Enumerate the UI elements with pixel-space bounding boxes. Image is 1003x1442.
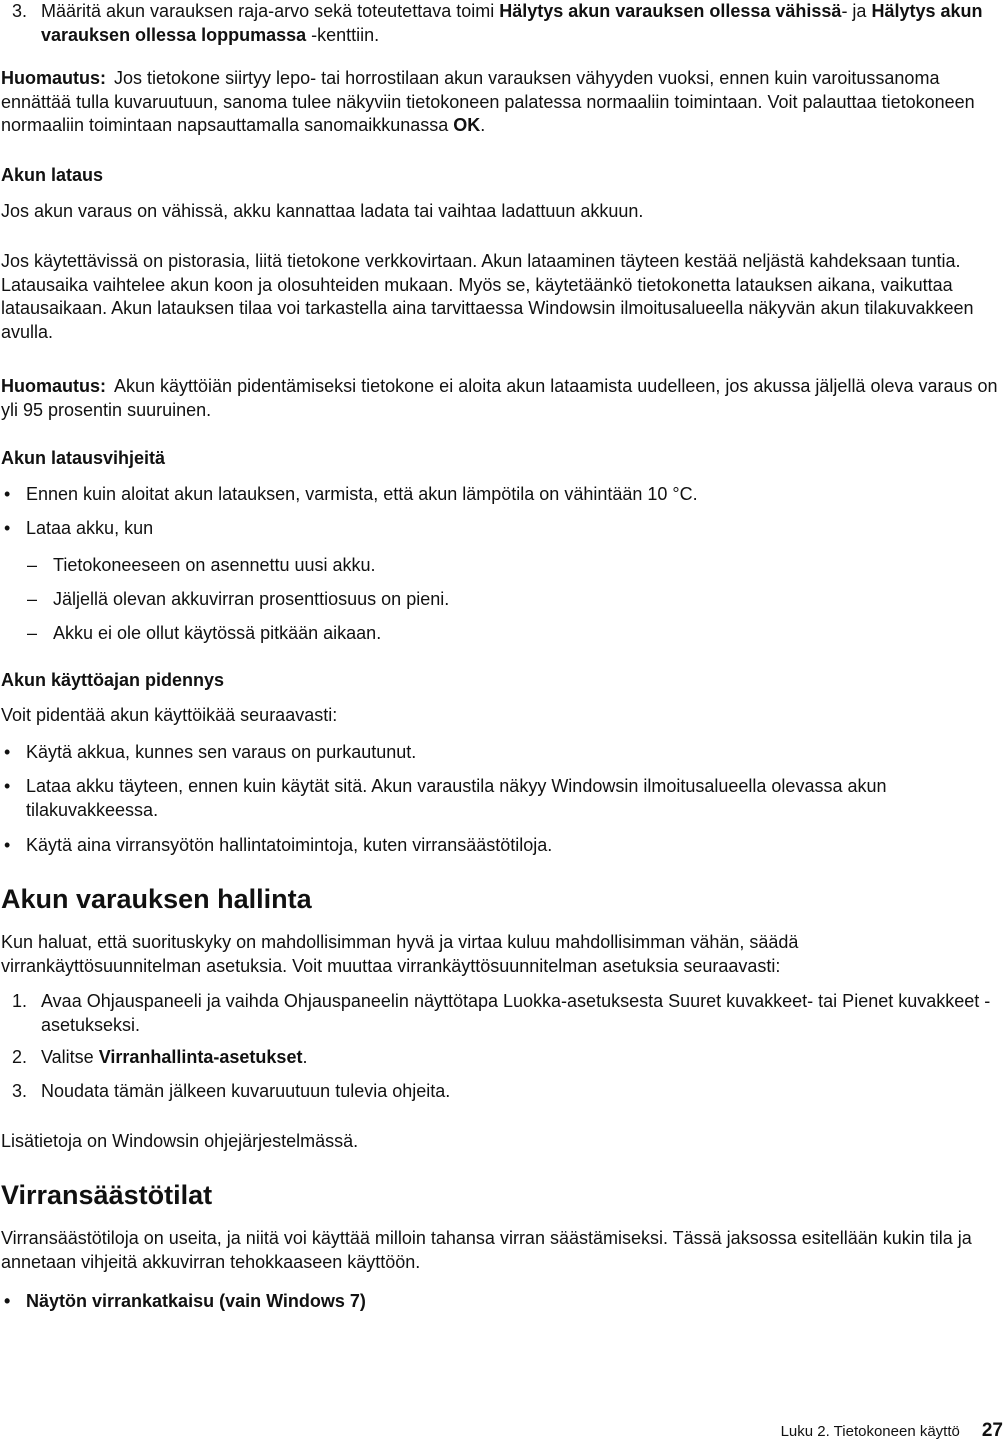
heading-power-saving: Virransäästötilat (1, 1180, 213, 1210)
chapter-label: Luku 2. Tietokoneen käyttö (780, 1423, 960, 1440)
charging-paragraph-1: Jos akun varaus on vähissä, akku kannattaa ladata tai vaihtaa ladattuun akkuun. (1, 201, 644, 221)
note-charge-threshold: Huomautus: Akun käyttöiän pidentämiseksi tietokone ei aloita akun lataamista uudelleen, jos akussa jäljellä oleva varaus on yli 95 prosentin suuruinen. (1, 376, 998, 420)
field-name-low: Hälytys akun varauksen ollessa vähissä (499, 1, 842, 21)
list-item: • Käytä aina virransyötön hallintatoimintoja, kuten virransäästötiloja. (0, 834, 1003, 858)
sub-list-item: – Akku ei ole ollut käytössä pitkään aikaan. (0, 622, 1003, 646)
bullet-icon: • (4, 742, 11, 762)
page-footer (781, 1421, 1003, 1442)
field-name-critical: Hälytys akun varauksen ollessa loppumassa (41, 1, 983, 45)
heading-battery-management: Akun varauksen hallinta (1, 884, 312, 914)
heading-extend-life: Akun käyttöajan pidennys (1, 670, 225, 690)
extend-intro: Voit pidentää akun käyttöikää seuraavasti: (1, 705, 338, 725)
step-text: Määritä akun varauksen raja-arvo sekä toteutettava toimi Hälytys akun varauksen ollessa vähissä- ja Hälytys akun varauksen ollessa loppumassa -kenttiin. (41, 1, 983, 45)
bullet-icon: • (4, 1291, 11, 1311)
step-3 (0, 0, 1003, 47)
dash-icon: – (27, 555, 38, 575)
step-3b: 3. Noudata tämän jälkeen kuvaruutuun tulevia ohjeita. (0, 1080, 1003, 1104)
step-number: 1. (12, 991, 28, 1011)
sub-list-item: – Tietokoneeseen on asennettu uusi akku. (0, 554, 1003, 578)
sub-list-item: – Jäljellä olevan akkuvirran prosenttiosuus on pieni. (0, 588, 1003, 612)
dash-icon: – (27, 623, 38, 643)
power-saving-intro: Virransäästötiloja on useita, ja niitä voi käyttää milloin tahansa virran säästämiseksi. Tässä jaksossa esitellään kukin tila ja annetaan vihjeitä akkuvirran tehokkaaseen käyttöön. (1, 1228, 972, 1272)
step-number: 2. (12, 1047, 28, 1067)
bullet-icon: • (4, 484, 11, 504)
step-2: 2. Valitse Virranhallinta-asetukset. (0, 1046, 1003, 1070)
page-number: 27 (981, 1420, 1003, 1441)
list-item: • Näytön virrankatkaisu (vain Windows 7) (0, 1290, 1003, 1314)
list-item: • Ennen kuin aloitat akun latauksen, varmista, että akun lämpötila on vähintään 10 °C. (0, 483, 1003, 507)
more-info: Lisätietoja on Windowsin ohjejärjestelmässä. (1, 1131, 359, 1151)
list-item: • Lataa akku, kun (0, 517, 1003, 541)
dash-icon: – (27, 589, 38, 609)
list-item: • Lataa akku täyteen, ennen kuin käytät sitä. Akun varaustila näkyy Windowsin ilmoitusalueella olevassa akun tilakuvakkeessa. (4, 776, 887, 820)
bullet-icon: • (4, 518, 11, 538)
list-item: • Käytä akkua, kunnes sen varaus on purkautunut. (0, 741, 1003, 765)
step-number: 3. (12, 1, 28, 21)
step-1: 1. Avaa Ohjauspaneeli ja vaihda Ohjauspaneelin näyttötapa Luokka-asetuksesta Suuret kuvakkeet- tai Pienet kuvakkeet -asetukseksi. (12, 991, 991, 1035)
note-hibernate: Huomautus: Jos tietokone siirtyy lepo- tai horrostilaan akun varauksen vähyyden vuoksi, ennen kuin varoitussanoma ennättää tulla kuvaruutuun, sanoma tulee näkyviin tietokoneen palatessa normaaliin toimintaan. Voit palauttaa tietokoneen normaaliin toimintaan napsauttamalla sanomaikkunassa OK. (1, 68, 975, 135)
bullet-icon: • (4, 835, 11, 855)
heading-charging: Akun lataus (1, 165, 104, 185)
heading-charging-tips: Akun latausvihjeitä (1, 448, 166, 468)
step-number: 3. (12, 1081, 28, 1101)
bullet-icon: • (4, 776, 11, 796)
charging-paragraph-2: Jos käytettävissä on pistorasia, liitä tietokone verkkovirtaan. Akun lataaminen täyteen kestää neljästä kahdeksaan tuntia. Latausaika vaihtelee akun koon ja olosuhteiden mukaan. Myös se, käytetäänkö tietokonetta latauksen aikana, vaikuttaa latausaikaan. Akun latauksen tilaa voi tarkastella aina tarvittaessa Windowsin ilmoitusalueella näkyvän akun tilakuvakkeen avulla. (1, 251, 974, 342)
management-intro: Kun haluat, että suorituskyky on mahdollisimman hyvä ja virtaa kuluu mahdollisimman vähän, säädä virrankäyttösuunnitelman asetuksia. Voit muuttaa virrankäyttösuunnitelman asetuksia seuraavasti: (1, 932, 799, 976)
